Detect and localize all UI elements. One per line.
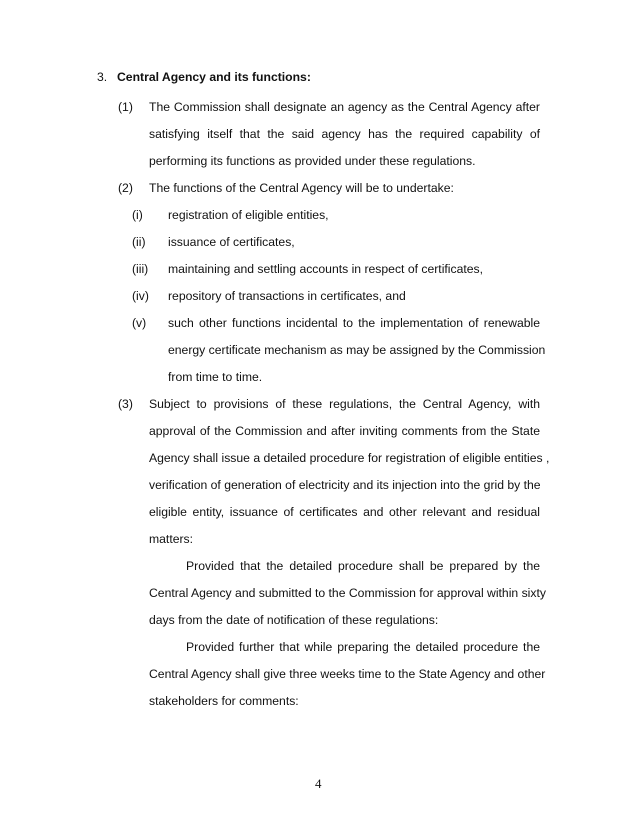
clause-2-lead: The functions of the Central Agency will be to undertake: [149, 181, 454, 195]
item-iv-number: (iv) [132, 289, 149, 303]
clause-3-line-1: Subject to provisions of these regulations, the Central Agency, with [149, 397, 540, 411]
proviso-2-line-2: Central Agency shall give three weeks time to the State Agency and other [149, 667, 546, 681]
section-heading: Central Agency and its functions: [117, 70, 311, 84]
clause-1-line-1: The Commission shall designate an agency as the Central Agency after [149, 100, 540, 114]
section-number: 3. [97, 70, 108, 84]
item-i-number: (i) [132, 208, 143, 222]
item-ii-number: (ii) [132, 235, 146, 249]
proviso-1-line-1: Provided that the detailed procedure shall be prepared by the [186, 559, 540, 573]
item-ii-text: issuance of certificates, [168, 235, 295, 249]
item-v-line-3: from time to time. [168, 370, 263, 384]
proviso-1-line-3: days from the date of notification of these regulations: [149, 613, 439, 627]
clause-3-line-6: matters: [149, 532, 194, 546]
proviso-2-line-3: stakeholders for comments: [149, 694, 299, 708]
item-iii-text: maintaining and settling accounts in respect of certificates, [168, 262, 484, 276]
page-number: 4 [315, 776, 322, 791]
item-i-text: registration of eligible entities, [168, 208, 329, 222]
clause-1-number: (1) [118, 100, 133, 114]
clause-1-line-2: satisfying itself that the said agency has the required capability of [149, 127, 540, 141]
proviso-2-line-1: Provided further that while preparing the detailed procedure the [186, 640, 540, 654]
item-v-line-1: such other functions incidental to the implementation of renewable [168, 316, 540, 330]
item-iv-text: repository of transactions in certificates, and [168, 289, 406, 303]
item-iii-number: (iii) [132, 262, 149, 276]
clause-2-number: (2) [118, 181, 133, 195]
item-v-number: (v) [132, 316, 147, 330]
clause-3-line-3: Agency shall issue a detailed procedure for registration of eligible entities , [149, 451, 550, 465]
clause-3-line-4: verification of generation of electricity and its injection into the grid by the [149, 478, 541, 492]
item-v-line-2: energy certificate mechanism as may be assigned by the Commission [168, 343, 546, 357]
clause-1-line-3: performing its functions as provided under these regulations. [149, 154, 476, 168]
clause-3-number: (3) [118, 397, 133, 411]
clause-3-line-5: eligible entity, issuance of certificates and other relevant and residual [149, 505, 540, 519]
proviso-1-line-2: Central Agency and submitted to the Commission for approval within sixty [149, 586, 546, 600]
clause-3-line-2: approval of the Commission and after inviting comments from the State [149, 424, 540, 438]
